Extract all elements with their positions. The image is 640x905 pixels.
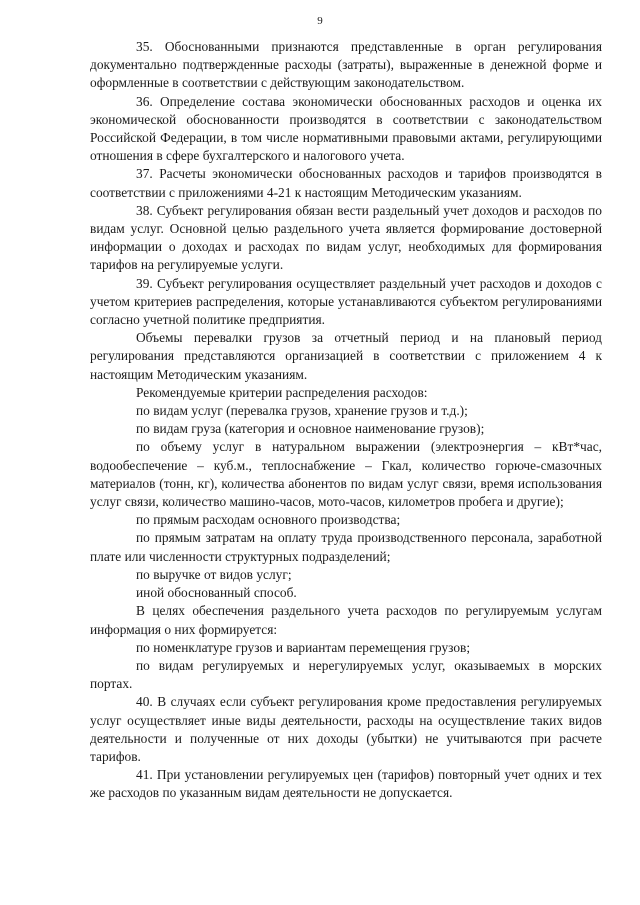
criteria-item: по прямым затратам на оплату труда производственного персонала, заработной плате или численности структурных подразделений; bbox=[90, 530, 602, 564]
document-body bbox=[90, 38, 602, 803]
paragraph-35: 35. Обоснованными признаются представленные в орган регулирования документально подтвержденные расходы (затраты), выраженные в денежной форме и оформленные в соответствии с действующим законодательством. bbox=[90, 39, 602, 91]
paragraph-cargo-volumes: Объемы перевалки грузов за отчетный период и на плановый период регулирования представляются организацией в соответствии с приложением 4 к настоящим Методическим указаниям. bbox=[90, 330, 602, 382]
accounting-item: по видам регулируемых и нерегулируемых услуг, оказываемых в морских портах. bbox=[90, 657, 602, 692]
paragraph-40: 40. В случаях если субъект регулирования кроме предоставления регулируемых услуг осуществляет иные виды деятельности, расходы на осуществление таких видов деятельности и полученные от них доходы (убытки) не учитываются при расчете тарифов. bbox=[90, 694, 602, 764]
paragraph-41: 41. При установлении регулируемых цен (тарифов) повторный учет одних и тех же расходов по указанным видам деятельности не допускается. bbox=[90, 767, 602, 801]
accounting-item: по номенклатуре грузов и вариантам перемещения грузов; bbox=[136, 639, 471, 655]
page-number: 9 bbox=[317, 15, 323, 27]
criteria-item: по видам услуг (перевалка грузов, хранение грузов и т.д.); bbox=[136, 403, 468, 419]
criteria-item: по прямым расходам основного производства; bbox=[136, 512, 401, 528]
paragraph-separate-accounting: В целях обеспечения раздельного учета расходов по регулируемым услугам информация о них формируется: bbox=[90, 603, 602, 637]
paragraph-38: 38. Субъект регулирования обязан вести раздельный учет доходов и расходов по видам услуг. Основной целью раздельного учета является формирование достоверной информации о доходах и расходах по видам услуг, необходимых для формирования тарифов на регулируемые услуги. bbox=[90, 202, 602, 273]
criteria-item: иной обоснованный способ. bbox=[136, 585, 297, 601]
criteria-item: по выручке от видов услуг; bbox=[136, 566, 292, 582]
paragraph-39: 39. Субъект регулирования осуществляет раздельный учет расходов и доходов с учетом критериев распределения, которые устанавливаются субъектом регулированиями согласно учетной политике предприятия. bbox=[90, 275, 602, 328]
paragraph-criteria-intro: Рекомендуемые критерии распределения расходов: bbox=[136, 384, 428, 400]
criteria-item: по объему услуг в натуральном выражении (электроэнергия – кВт*час, водообеспечение – куб.м., теплоснабжение – Гкал, количество горюче-смазочных материалов (тонн, кг), количества абонентов по видам услуг связи, время использования услуг связи, количество машино-часов, мото-часов, километров пробега и другие); bbox=[90, 439, 602, 510]
paragraph-36: 36. Определение состава экономически обоснованных расходов и оценка их экономической обоснованности производятся в соответствии с законодательством Российской Федерации, в том числе нормативными правовыми актами, регулирующими отношения в сфере бухгалтерского и налогового учета. bbox=[90, 93, 602, 164]
criteria-item: по видам груза (категория и основное наименование грузов); bbox=[136, 421, 485, 437]
paragraph-37: 37. Расчеты экономически обоснованных расходов и тарифов производятся в соответствии с приложениями 4-21 к настоящим Методическим указаниям. bbox=[90, 166, 602, 200]
